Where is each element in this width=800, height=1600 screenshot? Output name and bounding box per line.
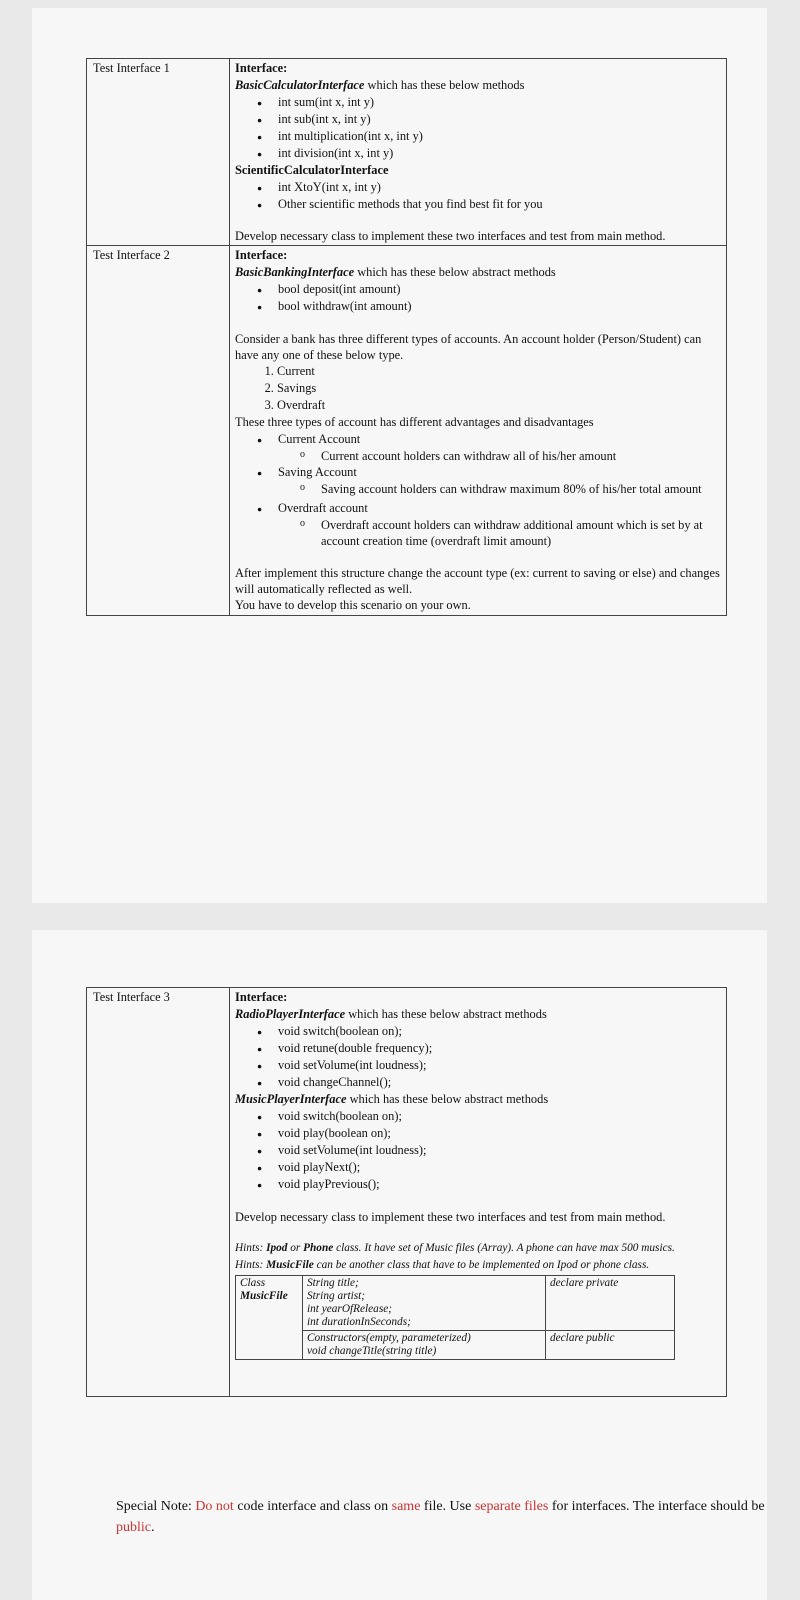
- paragraph: Develop necessary class to implement these two interfaces and test from main method.: [235, 1210, 666, 1224]
- interface-line: [235, 77, 726, 94]
- paragraph: After implement this structure change the account type (ex: current to saving or else) and changes will automatically reflected as well.: [235, 566, 720, 596]
- interface-desc: which has these below methods: [364, 78, 525, 92]
- list-item: ● void setVolume(int loudness);: [257, 1142, 726, 1159]
- row-label: Test Interface 1: [87, 59, 230, 245]
- sub-list: [278, 448, 726, 464]
- list-item: 3. Overdraft: [277, 397, 726, 414]
- list-item: ● void changeChannel();: [257, 1074, 726, 1091]
- paragraph: These three types of account has different advantages and disadvantages: [235, 415, 594, 429]
- list-item: [257, 464, 726, 497]
- list-item: 1. Current: [277, 363, 726, 380]
- list-item: ● void setVolume(int loudness);: [257, 1057, 726, 1074]
- row-content: [230, 246, 726, 615]
- fields-cell: String title; String artist; int yearOfRelease; int durationInSeconds;: [303, 1276, 546, 1331]
- class-cell: Class MusicFile: [236, 1276, 303, 1360]
- access-cell: declare private: [546, 1276, 675, 1331]
- method-list: [235, 94, 726, 162]
- hint-text: Hints: Ipod or Phone class. It have set of Music files (Array). A phone can have max 500 musics.: [235, 1242, 675, 1254]
- sub-list: [278, 517, 726, 549]
- list-item: ● void playNext();: [257, 1159, 726, 1176]
- musicfile-table: [235, 1275, 675, 1360]
- interface-heading: Interface:: [235, 248, 288, 262]
- method-list: [235, 1023, 726, 1091]
- interface-name: RadioPlayerInterface: [235, 1007, 346, 1021]
- row-content: [230, 59, 726, 245]
- paragraph: Develop necessary class to implement these two interfaces and test from main method.: [235, 229, 666, 243]
- list-item: ● void switch(boolean on);: [257, 1023, 726, 1040]
- account-name: Saving Account: [278, 465, 357, 479]
- list-item: ● int sum(int x, int y): [257, 94, 726, 111]
- list-item: ● void play(boolean on);: [257, 1125, 726, 1142]
- list-item: ● void switch(boolean on);: [257, 1108, 726, 1125]
- interface-heading: Interface:: [235, 61, 288, 75]
- interface-desc: which has these below abstract methods: [354, 265, 556, 279]
- interface-desc: which has these below abstract methods: [345, 1007, 547, 1021]
- row-label: Test Interface 2: [87, 246, 230, 615]
- list-item: [257, 500, 726, 549]
- list-item: o Saving account holders can withdraw maximum 80% of his/her total amount: [300, 481, 726, 497]
- method-list: [235, 281, 726, 315]
- methods-cell: Constructors(empty, parameterized) void changeTitle(string title): [303, 1331, 546, 1360]
- sub-list: [278, 481, 726, 497]
- row-label: Test Interface 3: [87, 988, 230, 1396]
- interface-line: [235, 1006, 726, 1023]
- interface-name: BasicBankingInterface: [235, 265, 355, 279]
- interface-heading: Interface:: [235, 990, 288, 1004]
- row-test-interface-1: [87, 59, 726, 246]
- list-item: ● bool deposit(int amount): [257, 281, 726, 298]
- list-item: ● void retune(double frequency);: [257, 1040, 726, 1057]
- paragraph: You have to develop this scenario on your own.: [235, 598, 471, 612]
- list-item: ● int division(int x, int y): [257, 145, 726, 162]
- row-test-interface-2: [87, 246, 726, 616]
- list-item: ● int XtoY(int x, int y): [257, 179, 726, 196]
- hint-text: Hints: MusicFile can be another class that have to be implemented on Ipod or phone class.: [235, 1259, 650, 1271]
- interface-name: BasicCalculatorInterface: [235, 78, 365, 92]
- access-cell: declare public: [546, 1331, 675, 1360]
- document-page-1: [32, 8, 767, 903]
- list-item: ● Other scientific methods that you find best fit for you: [257, 196, 726, 213]
- interface-line: [235, 1091, 726, 1108]
- assignment-table-2: [86, 987, 727, 1397]
- account-name: Current Account: [278, 432, 361, 446]
- list-item: o Current account holders can withdraw all of his/her amount: [300, 448, 726, 464]
- document-page-2: [32, 930, 767, 1600]
- list-item: ● int sub(int x, int y): [257, 111, 726, 128]
- row-test-interface-3: [87, 988, 726, 1397]
- interface-name: MusicPlayerInterface: [235, 1092, 347, 1106]
- interface-desc: which has these below abstract methods: [346, 1092, 549, 1106]
- account-type-list: [235, 363, 726, 414]
- row-content: [230, 988, 726, 1396]
- list-item: [257, 431, 726, 464]
- method-list: [235, 179, 726, 213]
- table-row: [236, 1276, 675, 1331]
- account-name: Overdraft account: [278, 501, 368, 515]
- list-item: 2. Savings: [277, 380, 726, 397]
- list-item: ● int multiplication(int x, int y): [257, 128, 726, 145]
- interface-name: ScientificCalculatorInterface: [235, 163, 389, 177]
- interface-line: [235, 264, 726, 281]
- list-item: o Overdraft account holders can withdraw additional amount which is set by at account creation time (overdraft limit amount): [300, 517, 726, 549]
- list-item: ● void playPrevious();: [257, 1176, 726, 1193]
- assignment-table-1: [86, 58, 727, 616]
- method-list: [235, 1108, 726, 1193]
- special-note: Special Note: Do not code interface and class on same file. Use separate files for interfaces. The interface should be public.: [116, 1499, 765, 1535]
- account-list: [235, 431, 726, 549]
- list-item: ● bool withdraw(int amount): [257, 298, 726, 315]
- paragraph: Consider a bank has three different types of accounts. An account holder (Person/Student) can have any one of these below type.: [235, 332, 702, 362]
